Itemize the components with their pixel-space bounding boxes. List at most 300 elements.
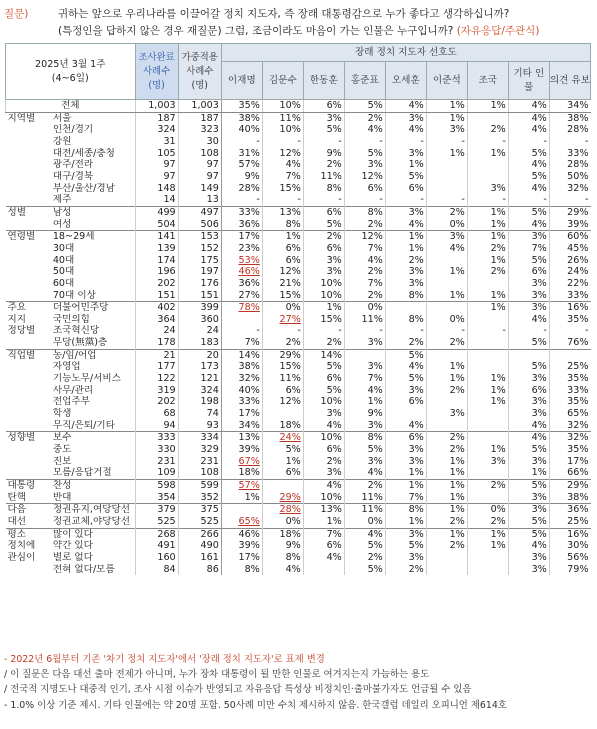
row-subgroup: 50대: [52, 266, 75, 278]
pct-cell: 36%: [221, 219, 262, 231]
pct-cell: 3%: [303, 408, 344, 420]
pct-cell: [344, 349, 385, 361]
row-group: 다음: [6, 504, 51, 516]
survey-count: 598: [135, 480, 178, 492]
row-group: [6, 337, 51, 349]
pct-cell: 1%: [303, 516, 344, 528]
row-group: 지지: [7, 313, 27, 325]
survey-period-date: 2025년 3월 1주: [34, 58, 106, 70]
footnote-1: - 2022년 6월부터 기존 '차기 정치 지도자'에서 '장래 정치 지도자'로 표제 변경: [4, 654, 325, 665]
pct-cell: -: [549, 136, 590, 148]
pct-cell: 5%: [385, 349, 426, 361]
row-group: [6, 420, 51, 432]
survey-count: 177: [135, 361, 178, 373]
row-group: [6, 408, 51, 420]
pct-cell: 3%: [426, 231, 467, 243]
footnotes: [4, 652, 594, 713]
pct-cell: 3%: [508, 564, 549, 576]
pct-cell: 3%: [385, 206, 426, 218]
pct-cell: 1%: [426, 492, 467, 504]
pct-cell: -: [467, 136, 508, 148]
highlighted-value: 24%: [279, 432, 301, 444]
row-group: 성별: [6, 206, 51, 218]
pct-cell: [221, 456, 262, 468]
row-group: [6, 456, 51, 468]
pct-cell: 6%: [303, 444, 344, 456]
pct-cell: 3%: [467, 183, 508, 195]
pct-cell: -: [262, 325, 303, 337]
footnote-4: - 1.0% 이상 기준 제시. 기타 인물에는 약 20명 포함. 50사례 미만 수치 제시하지 않음. 한국갤럽 데일리 오피니언 제614호: [4, 699, 507, 711]
table-row: [6, 480, 591, 492]
pct-cell: 3%: [385, 278, 426, 290]
pct-cell: 0%: [426, 219, 467, 231]
survey-count: 97: [135, 159, 178, 171]
row-group: [6, 396, 51, 408]
pct-cell: 2%: [426, 206, 467, 218]
pct-cell: 12%: [344, 171, 385, 183]
pct-cell: -: [508, 136, 549, 148]
pct-cell: 13%: [221, 432, 262, 444]
pct-cell: 3%: [426, 408, 467, 420]
pct-cell: 30%: [549, 540, 590, 552]
pct-cell: 7%: [344, 243, 385, 255]
pct-cell: 8%: [344, 206, 385, 218]
pct-cell: 2%: [467, 516, 508, 528]
pct-cell: 7%: [508, 243, 549, 255]
weighted-count: 525: [178, 516, 221, 528]
pct-cell: 5%: [508, 206, 549, 218]
row-group: 연령별: [6, 231, 51, 243]
pct-cell: 11%: [262, 112, 303, 124]
pct-cell: 25%: [549, 516, 590, 528]
table-row: [6, 444, 591, 456]
row-group: [6, 183, 51, 195]
weighted-count: 497: [178, 206, 221, 218]
pct-cell: 6%: [303, 100, 344, 113]
question-line1: 귀하는 앞으로 우리나라를 이끌어갈 정치 지도자, 즉 장래 대통령감으로 누가 좋다고 생각하십니까?: [58, 8, 510, 20]
survey-count: 231: [135, 456, 178, 468]
pct-cell: 4%: [344, 255, 385, 267]
pct-cell: 13%: [303, 504, 344, 516]
pct-cell: 29%: [549, 480, 590, 492]
pct-cell: 2%: [344, 480, 385, 492]
survey-count: 139: [135, 243, 178, 255]
pct-cell: 10%: [303, 396, 344, 408]
highlighted-value: 67%: [238, 455, 260, 467]
row-subgroup: 부산/울산/경남: [52, 182, 115, 194]
pct-cell: 12%: [262, 396, 303, 408]
pct-cell: [385, 302, 426, 314]
pct-cell: 3%: [508, 231, 549, 243]
col-candidate: 이준석: [426, 62, 467, 100]
pct-cell: 4%: [344, 385, 385, 397]
survey-count: 174: [135, 255, 178, 267]
table-row: [6, 420, 591, 432]
pct-cell: 2%: [385, 337, 426, 349]
row-subgroup: 농/임/어업: [51, 349, 135, 361]
row-subgroup: 모름/응답거절: [52, 467, 112, 479]
table-row: [6, 278, 591, 290]
pct-cell: 3%: [385, 552, 426, 564]
pct-cell: 1%: [385, 480, 426, 492]
pct-cell: 66%: [549, 467, 590, 479]
pct-cell: 5%: [508, 516, 549, 528]
weighted-count: 93: [178, 420, 221, 432]
weighted-count: 599: [178, 480, 221, 492]
weighted-count: 108: [178, 148, 221, 160]
row-group: 평소: [6, 528, 51, 540]
pct-cell: -: [508, 194, 549, 206]
pct-cell: -: [467, 194, 508, 206]
pct-cell: 4%: [508, 159, 549, 171]
pct-cell: -: [385, 325, 426, 337]
pct-cell: 1%: [426, 456, 467, 468]
pct-cell: 28%: [221, 183, 262, 195]
pct-cell: 3%: [467, 456, 508, 468]
pct-cell: 35%: [549, 396, 590, 408]
table-row: [6, 337, 591, 349]
row-subgroup: 더불어민주당: [51, 302, 135, 314]
pct-cell: 3%: [303, 255, 344, 267]
pct-cell: 9%: [221, 171, 262, 183]
survey-count: 141: [135, 231, 178, 243]
pct-cell: 6%: [385, 432, 426, 444]
pct-cell: 36%: [221, 278, 262, 290]
row-subgroup: 조국혁신당: [52, 325, 100, 337]
pct-cell: -: [344, 194, 385, 206]
table-row: [6, 290, 591, 302]
weighted-count: 198: [178, 396, 221, 408]
row-subgroup: 무직/은퇴/기타: [52, 419, 115, 431]
pct-cell: [467, 278, 508, 290]
weighted-count: 175: [178, 255, 221, 267]
pct-cell: 2%: [426, 444, 467, 456]
row-subgroup: 광주/전라: [52, 159, 94, 171]
pct-cell: [467, 112, 508, 124]
pct-cell: 1%: [467, 396, 508, 408]
weighted-count: 334: [178, 432, 221, 444]
pct-cell: 10%: [303, 432, 344, 444]
row-subgroup: 제주: [52, 194, 72, 206]
pct-cell: 18%: [262, 420, 303, 432]
survey-count: 354: [135, 492, 178, 504]
pct-cell: 39%: [549, 219, 590, 231]
col-candidate: 이재명: [221, 62, 262, 100]
pct-cell: 8%: [385, 290, 426, 302]
survey-count: 268: [135, 528, 178, 540]
table-row: [6, 373, 591, 385]
table-row: [6, 302, 591, 314]
pct-cell: 76%: [549, 337, 590, 349]
pct-cell: 4%: [262, 159, 303, 171]
survey-count: 187: [135, 112, 178, 124]
survey-count: 160: [135, 552, 178, 564]
pct-cell: 9%: [303, 148, 344, 160]
pct-cell: 1%: [385, 516, 426, 528]
survey-count: 202: [135, 278, 178, 290]
row-group: [6, 255, 51, 267]
survey-count: 97: [135, 171, 178, 183]
pct-cell: 2%: [344, 219, 385, 231]
pct-cell: 4%: [426, 243, 467, 255]
row-subgroup: 무당(無黨)층: [52, 337, 108, 349]
pct-cell: 11%: [262, 373, 303, 385]
pct-cell: 33%: [549, 385, 590, 397]
row-subgroup: 40대: [52, 254, 75, 266]
pct-cell: 39%: [221, 540, 262, 552]
row-group: [6, 171, 51, 183]
pct-cell: 35%: [549, 314, 590, 326]
pct-cell: 1%: [426, 100, 467, 113]
weighted-count: 187: [178, 112, 221, 124]
pct-cell: 4%: [385, 361, 426, 373]
pct-cell: -: [385, 136, 426, 148]
pct-cell: 22%: [549, 278, 590, 290]
survey-count: 504: [135, 219, 178, 231]
pct-cell: 1%: [467, 528, 508, 540]
pct-cell: 4%: [508, 183, 549, 195]
pct-cell: 2%: [344, 290, 385, 302]
pct-cell: [262, 408, 303, 420]
question-block: [4, 6, 594, 40]
pct-cell: 5%: [508, 361, 549, 373]
pct-cell: 33%: [549, 290, 590, 302]
pct-cell: 4%: [508, 432, 549, 444]
pct-cell: 3%: [385, 385, 426, 397]
row-group: 대선: [7, 515, 27, 527]
pct-cell: 79%: [549, 564, 590, 576]
pct-cell: 12%: [262, 148, 303, 160]
pct-cell: 3%: [385, 528, 426, 540]
results-table: [5, 43, 591, 575]
pct-cell: 1%: [426, 266, 467, 278]
table-row: [6, 516, 591, 528]
survey-count: 379: [135, 504, 178, 516]
pct-cell: 6%: [385, 183, 426, 195]
pct-cell: 3%: [426, 124, 467, 136]
weighted-count: 97: [178, 171, 221, 183]
pct-cell: [508, 349, 549, 361]
pct-cell: 4%: [344, 124, 385, 136]
weighted-count: 153: [178, 231, 221, 243]
pct-cell: 2%: [467, 243, 508, 255]
pct-cell: 16%: [549, 528, 590, 540]
pct-cell: 3%: [508, 290, 549, 302]
pct-cell: 12%: [344, 231, 385, 243]
weighted-count: 323: [178, 124, 221, 136]
table-row: [6, 396, 591, 408]
weighted-count: 490: [178, 540, 221, 552]
group-title: 장래 정치 지도자 선호도: [221, 44, 590, 62]
pct-cell: -: [221, 325, 262, 337]
survey-count: 333: [135, 432, 178, 444]
table-row: [6, 408, 591, 420]
pct-cell: 25%: [549, 361, 590, 373]
pct-cell: 33%: [221, 396, 262, 408]
pct-cell: 2%: [262, 337, 303, 349]
pct-cell: 9%: [262, 540, 303, 552]
pct-cell: 4%: [262, 564, 303, 576]
col-candidate: 홍준표: [344, 62, 385, 100]
weighted-count: 329: [178, 444, 221, 456]
pct-cell: 1%: [467, 231, 508, 243]
row-subgroup: 60대: [52, 277, 75, 289]
survey-count: 84: [135, 564, 178, 576]
pct-cell: 1%: [467, 540, 508, 552]
pct-cell: 1%: [426, 480, 467, 492]
pct-cell: 35%: [549, 373, 590, 385]
pct-cell: 5%: [262, 444, 303, 456]
pct-cell: 5%: [344, 564, 385, 576]
pct-cell: 4%: [385, 420, 426, 432]
row-subgroup: 서울: [51, 112, 135, 124]
row-group: 탄핵: [7, 491, 27, 503]
pct-cell: 29%: [262, 349, 303, 361]
pct-cell: 1%: [426, 467, 467, 479]
pct-cell: 3%: [303, 467, 344, 479]
pct-cell: 5%: [508, 171, 549, 183]
row-subgroup: 보수: [51, 432, 135, 444]
pct-cell: [221, 266, 262, 278]
table-row: [6, 266, 591, 278]
weighted-count: 173: [178, 361, 221, 373]
table-row: [6, 136, 591, 148]
pct-cell: 11%: [344, 492, 385, 504]
weighted-count: 1,003: [178, 100, 221, 113]
pct-cell: 5%: [508, 480, 549, 492]
pct-cell: 4%: [303, 420, 344, 432]
pct-cell: [426, 255, 467, 267]
pct-cell: -: [549, 194, 590, 206]
row-subgroup: 대전/세종/충청: [52, 147, 115, 159]
row-subgroup: 정권교체,야당당선: [52, 515, 131, 527]
pct-cell: 33%: [549, 148, 590, 160]
pct-cell: 4%: [508, 124, 549, 136]
row-subgroup: 정권유지,여당당선: [51, 504, 135, 516]
row-group: [6, 290, 51, 302]
pct-cell: 32%: [549, 432, 590, 444]
survey-count: 330: [135, 444, 178, 456]
pct-cell: 3%: [385, 148, 426, 160]
pct-cell: 31%: [221, 148, 262, 160]
pct-cell: 14%: [221, 349, 262, 361]
survey-period: [6, 44, 136, 100]
pct-cell: 3%: [508, 302, 549, 314]
question-response-type: (자유응답/주관식): [456, 25, 540, 37]
pct-cell: -: [221, 194, 262, 206]
row-group: [6, 385, 51, 397]
pct-cell: 4%: [508, 100, 549, 113]
pct-cell: 3%: [508, 504, 549, 516]
pct-cell: 6%: [303, 373, 344, 385]
pct-cell: 7%: [303, 528, 344, 540]
weighted-count: 97: [178, 159, 221, 171]
pct-cell: 5%: [344, 444, 385, 456]
pct-cell: 5%: [303, 219, 344, 231]
pct-cell: [426, 552, 467, 564]
pct-cell: [221, 255, 262, 267]
survey-count: 24: [135, 325, 178, 337]
row-group: [6, 373, 51, 385]
pct-cell: 3%: [385, 266, 426, 278]
pct-cell: 38%: [221, 112, 262, 124]
pct-cell: 60%: [549, 231, 590, 243]
pct-cell: 15%: [262, 290, 303, 302]
table-row: [6, 206, 591, 218]
table-row: [6, 314, 591, 326]
pct-cell: -: [303, 194, 344, 206]
pct-cell: 27%: [221, 290, 262, 302]
table-row: [6, 385, 591, 397]
row-group: [6, 243, 51, 255]
pct-cell: 11%: [344, 314, 385, 326]
row-group: [6, 266, 51, 278]
col-survey-count: 조사완료 사례수 (명): [135, 44, 178, 100]
table-row: [6, 112, 591, 124]
pct-cell: -: [508, 325, 549, 337]
highlighted-value: 27%: [279, 313, 301, 325]
pct-cell: 3%: [344, 420, 385, 432]
highlighted-value: 65%: [238, 515, 260, 527]
row-subgroup: 찬성: [51, 480, 135, 492]
pct-cell: 4%: [508, 219, 549, 231]
pct-cell: 5%: [303, 124, 344, 136]
pct-cell: 29%: [549, 206, 590, 218]
row-group: 정치에: [7, 540, 36, 552]
row-subgroup: 여성: [52, 218, 72, 230]
pct-cell: -: [221, 136, 262, 148]
pct-cell: 5%: [303, 361, 344, 373]
survey-count: 491: [135, 540, 178, 552]
row-subgroup: 강원: [52, 135, 72, 147]
pct-cell: 1%: [344, 396, 385, 408]
pct-cell: 0%: [344, 516, 385, 528]
pct-cell: 1%: [262, 231, 303, 243]
survey-count: 14: [135, 194, 178, 206]
table-row: [6, 492, 591, 504]
pct-cell: -: [344, 136, 385, 148]
weighted-count: 197: [178, 266, 221, 278]
pct-cell: 26%: [549, 255, 590, 267]
pct-cell: 0%: [426, 314, 467, 326]
pct-cell: [426, 349, 467, 361]
survey-count: 109: [135, 467, 178, 479]
weighted-count: 151: [178, 290, 221, 302]
col-candidate: 한동훈: [303, 62, 344, 100]
pct-cell: 1%: [467, 100, 508, 113]
table-row: [6, 171, 591, 183]
row-group: [6, 278, 51, 290]
row-subgroup: 약간 있다: [52, 540, 93, 552]
table-row: [6, 456, 591, 468]
pct-cell: 15%: [303, 314, 344, 326]
survey-count: 525: [135, 516, 178, 528]
row-group: 관심이: [7, 551, 36, 563]
weighted-count: 183: [178, 337, 221, 349]
survey-count: 31: [135, 136, 178, 148]
pct-cell: 40%: [221, 385, 262, 397]
weighted-count: 360: [178, 314, 221, 326]
col-candidate: 조국: [467, 62, 508, 100]
weighted-count: 13: [178, 194, 221, 206]
pct-cell: 1%: [467, 219, 508, 231]
question-line2-text: (특정인을 답하지 않은 경우 재질문) 그럼, 조금이라도 마음이 가는 인물은 누구입니까?: [58, 25, 454, 37]
weighted-count: 24: [178, 325, 221, 337]
row-group: [6, 219, 51, 231]
weighted-count: 30: [178, 136, 221, 148]
weighted-count: 324: [178, 385, 221, 397]
row-group: [6, 444, 51, 456]
